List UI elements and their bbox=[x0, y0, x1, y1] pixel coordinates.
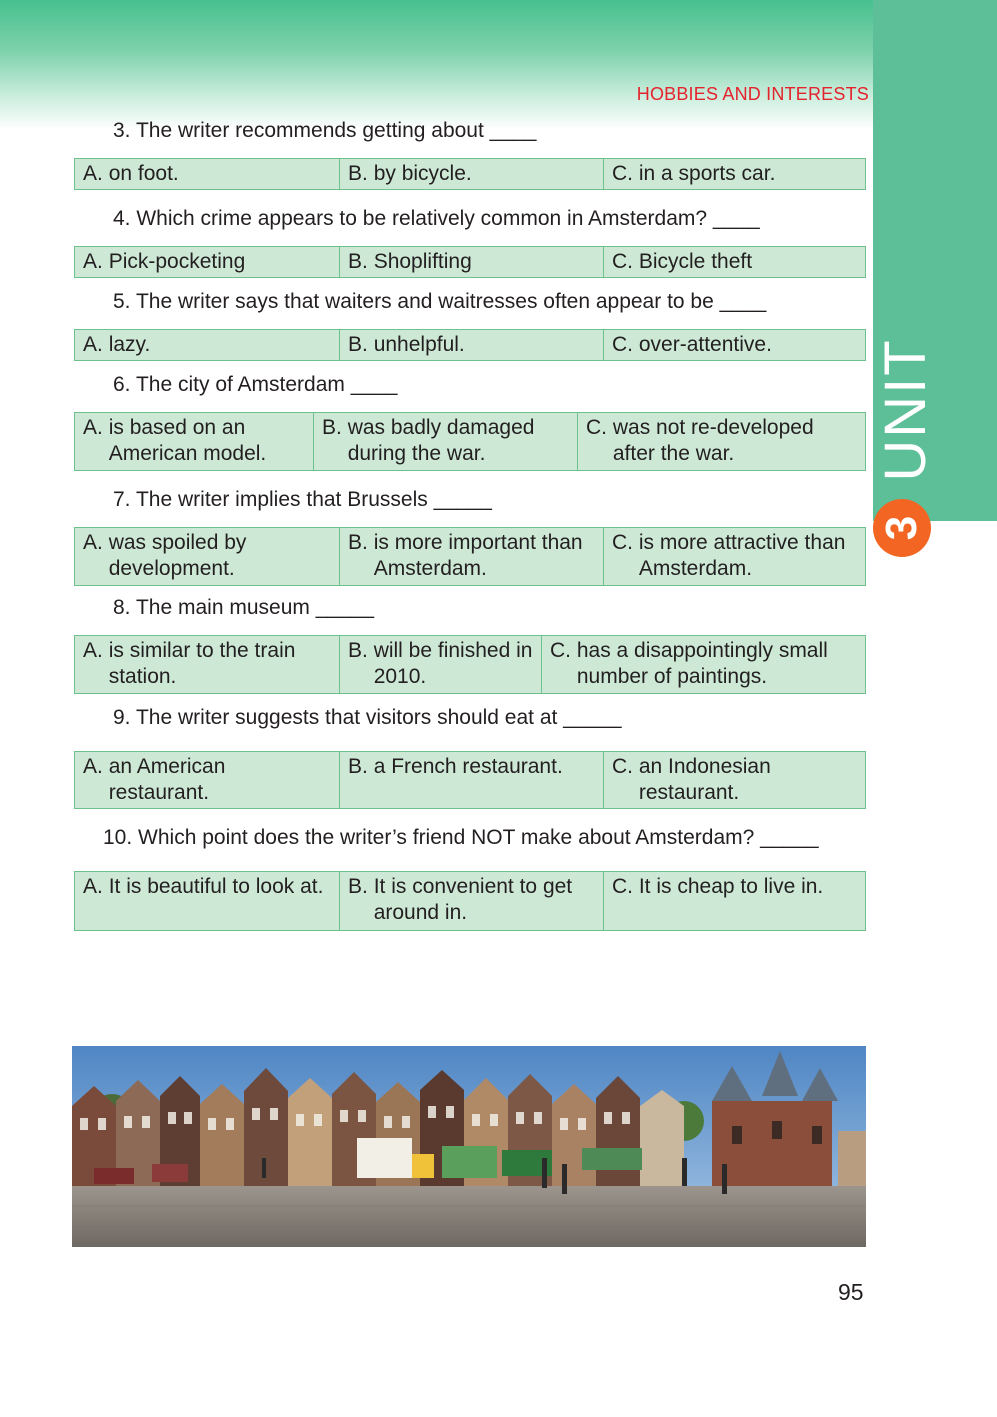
option-b[interactable] bbox=[339, 752, 603, 808]
option-a[interactable] bbox=[75, 636, 339, 693]
question-number: 9. bbox=[113, 706, 131, 729]
option-letter: C. bbox=[612, 755, 633, 778]
question-text: The city of Amsterdam ____ bbox=[135, 373, 398, 396]
option-text: a French restaurant. bbox=[373, 755, 563, 778]
option-letter: C. bbox=[612, 531, 633, 554]
option-b[interactable] bbox=[339, 159, 603, 189]
question-6 bbox=[113, 373, 397, 397]
unit-label: UNIT bbox=[872, 338, 938, 482]
option-b[interactable] bbox=[339, 330, 603, 360]
option-text: Pick-pocketing bbox=[108, 250, 246, 273]
option-a[interactable] bbox=[75, 872, 339, 930]
option-text: It is convenient to get around in. bbox=[373, 875, 573, 924]
question-text: The writer recommends getting about ____ bbox=[135, 119, 537, 142]
option-c[interactable] bbox=[603, 159, 865, 189]
question-number: 8. bbox=[113, 596, 131, 619]
answer-row-4 bbox=[74, 246, 866, 278]
question-text: The main museum _____ bbox=[135, 596, 375, 619]
option-a[interactable] bbox=[75, 413, 313, 470]
option-text: unhelpful. bbox=[373, 333, 465, 356]
option-text: on foot. bbox=[108, 162, 179, 185]
option-c[interactable] bbox=[603, 872, 865, 930]
option-b[interactable] bbox=[339, 247, 603, 277]
answer-row-8 bbox=[74, 635, 866, 694]
option-text: Bicycle theft bbox=[638, 250, 753, 273]
option-letter: A. bbox=[83, 755, 103, 778]
option-letter: B. bbox=[348, 162, 368, 185]
option-text: has a disappointingly small number of paintings. bbox=[576, 639, 828, 688]
option-b[interactable] bbox=[313, 413, 577, 470]
option-letter: A. bbox=[83, 639, 103, 662]
option-c[interactable] bbox=[603, 752, 865, 808]
option-letter: B. bbox=[348, 333, 368, 356]
question-5 bbox=[113, 290, 766, 314]
question-9 bbox=[113, 706, 622, 730]
option-letter: A. bbox=[83, 875, 103, 898]
option-letter: B. bbox=[348, 755, 368, 778]
question-text: The writer implies that Brussels _____ bbox=[135, 488, 492, 511]
unit-number: 3 bbox=[876, 515, 926, 541]
question-text: The writer says that waiters and waitresses often appear to be ____ bbox=[135, 290, 767, 313]
question-7 bbox=[113, 488, 492, 512]
question-number: 7. bbox=[113, 488, 131, 511]
option-letter: C. bbox=[612, 162, 633, 185]
option-letter: A. bbox=[83, 250, 103, 273]
option-letter: A. bbox=[83, 531, 103, 554]
question-8 bbox=[113, 596, 374, 620]
option-text: is similar to the train station. bbox=[108, 639, 296, 688]
option-letter: A. bbox=[83, 416, 103, 439]
question-number: 5. bbox=[113, 290, 131, 313]
option-text: will be finished in 2010. bbox=[373, 639, 533, 688]
option-text: It is cheap to live in. bbox=[638, 875, 824, 898]
option-text: over-attentive. bbox=[638, 333, 772, 356]
option-letter: B. bbox=[322, 416, 342, 439]
option-letter: B. bbox=[348, 250, 368, 273]
section-title: HOBBIES AND INTERESTS bbox=[636, 84, 869, 104]
header-band bbox=[0, 0, 873, 130]
question-3 bbox=[113, 119, 536, 143]
question-4 bbox=[113, 207, 760, 231]
amsterdam-square-photo bbox=[72, 1046, 866, 1247]
question-text: Which point does the writer’s friend NOT make about Amsterdam? _____ bbox=[138, 826, 819, 849]
option-text: was spoiled by development. bbox=[108, 531, 247, 580]
option-text: an American restaurant. bbox=[108, 755, 226, 804]
option-b[interactable] bbox=[339, 872, 603, 930]
question-number: 10. bbox=[103, 826, 133, 849]
question-text: The writer suggests that visitors should eat at _____ bbox=[135, 706, 622, 729]
option-letter: B. bbox=[348, 875, 368, 898]
option-c[interactable] bbox=[603, 330, 865, 360]
option-text: was badly damaged during the war. bbox=[347, 416, 535, 465]
option-letter: A. bbox=[83, 333, 103, 356]
answer-row-10 bbox=[74, 871, 866, 931]
answer-row-6 bbox=[74, 412, 866, 471]
option-letter: C. bbox=[612, 333, 633, 356]
option-text: Shoplifting bbox=[373, 250, 472, 273]
option-letter: B. bbox=[348, 639, 368, 662]
option-c[interactable] bbox=[603, 247, 865, 277]
option-letter: C. bbox=[612, 250, 633, 273]
option-a[interactable] bbox=[75, 528, 339, 585]
option-c[interactable] bbox=[577, 413, 865, 470]
option-a[interactable] bbox=[75, 330, 339, 360]
option-a[interactable] bbox=[75, 247, 339, 277]
option-c[interactable] bbox=[603, 528, 865, 585]
page-number: 95 bbox=[838, 1279, 864, 1305]
option-letter: C. bbox=[550, 639, 571, 662]
option-letter: B. bbox=[348, 531, 368, 554]
question-number: 6. bbox=[113, 373, 131, 396]
option-text: was not re-developed after the war. bbox=[612, 416, 814, 465]
option-c[interactable] bbox=[541, 636, 865, 693]
answer-row-9 bbox=[74, 751, 866, 809]
option-a[interactable] bbox=[75, 159, 339, 189]
option-text: is more important than Amsterdam. bbox=[373, 531, 583, 580]
unit-number-badge bbox=[873, 499, 931, 557]
option-text: by bicycle. bbox=[373, 162, 472, 185]
option-text: an Indonesian restaurant. bbox=[638, 755, 771, 804]
option-b[interactable] bbox=[339, 528, 603, 585]
question-number: 4. bbox=[113, 207, 131, 230]
option-a[interactable] bbox=[75, 752, 339, 808]
question-number: 3. bbox=[113, 119, 131, 142]
option-letter: C. bbox=[612, 875, 633, 898]
option-text: lazy. bbox=[108, 333, 151, 356]
option-text: in a sports car. bbox=[638, 162, 776, 185]
answer-row-5 bbox=[74, 329, 866, 361]
option-letter: C. bbox=[586, 416, 607, 439]
answer-row-3 bbox=[74, 158, 866, 190]
question-10 bbox=[103, 826, 819, 850]
option-text: is based on an American model. bbox=[108, 416, 267, 465]
question-text: Which crime appears to be relatively common in Amsterdam? ____ bbox=[136, 207, 760, 230]
option-b[interactable] bbox=[339, 636, 541, 693]
answer-row-7 bbox=[74, 527, 866, 586]
option-text: It is beautiful to look at. bbox=[108, 875, 324, 898]
option-letter: A. bbox=[83, 162, 103, 185]
option-text: is more attractive than Amsterdam. bbox=[638, 531, 846, 580]
